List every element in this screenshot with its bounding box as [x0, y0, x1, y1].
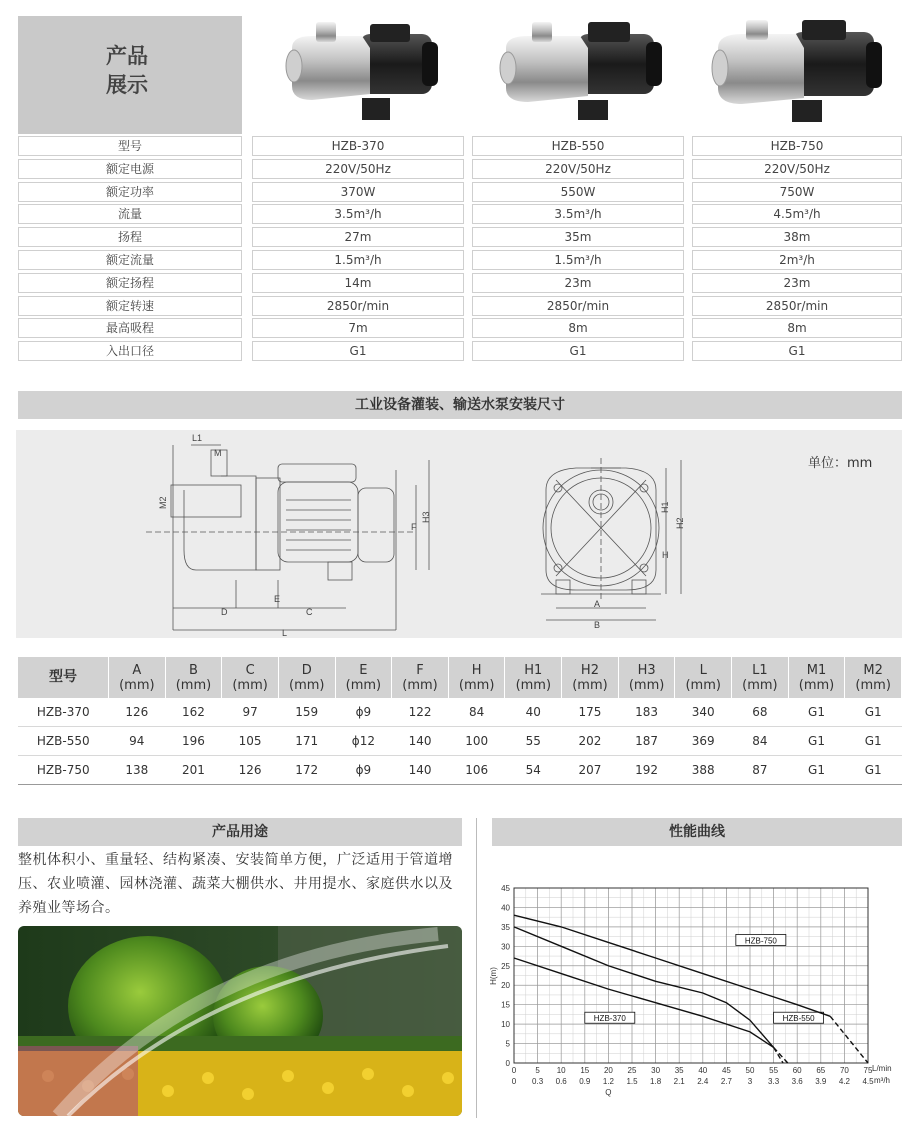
dims-value: 138 [109, 756, 166, 785]
dims-header [788, 657, 845, 698]
y-tick-label: 5 [505, 1039, 510, 1049]
dims-header-name: M2 [863, 662, 883, 678]
spec-row [18, 296, 902, 316]
pump-image-hzb-750 [688, 8, 906, 132]
dims-value: 192 [618, 756, 675, 785]
dims-header [109, 657, 166, 698]
dims-value: 196 [165, 727, 222, 756]
dims-header-unit: (mm) [289, 677, 325, 693]
y-tick-label: 20 [501, 981, 510, 991]
dims-header-name: A [132, 662, 142, 678]
dims-value: G1 [788, 727, 845, 756]
x-tick-label: 55 [769, 1066, 779, 1075]
x-tick-label-secondary: 1.2 [602, 1077, 614, 1086]
spec-value: HZB-550 [472, 136, 684, 156]
dims-header [278, 657, 335, 698]
spec-value: HZB-750 [692, 136, 902, 156]
dims-value: 201 [165, 756, 222, 785]
series-label: HZB-550 [782, 1014, 815, 1024]
dims-header-name: D [301, 662, 312, 678]
dim-label-f: F [411, 522, 417, 532]
dims-header-name: C [245, 662, 255, 678]
x-tick-label-secondary: 3.6 [791, 1077, 803, 1086]
dims-header-name: M1 [806, 662, 827, 678]
x-axis-label: Q [605, 1088, 612, 1097]
dims-header-unit: (mm) [628, 677, 665, 693]
x-tick-label-secondary: 2.7 [720, 1077, 732, 1086]
series-label: HZB-750 [744, 936, 777, 946]
dims-header-name: B [189, 662, 198, 678]
dim-label-b: B [594, 620, 601, 630]
spec-label: 额定扬程 [18, 273, 242, 293]
dims-header-model: 型号 [18, 657, 109, 698]
dims-header-unit: (mm) [855, 677, 891, 693]
dims-row [18, 698, 902, 727]
dims-value: 162 [165, 698, 222, 727]
dims-header-name: F [416, 662, 424, 678]
spec-row [18, 204, 902, 224]
dim-label-h1: H1 [660, 501, 670, 513]
pump-image-hzb-370 [252, 8, 470, 132]
x-tick-label: 20 [603, 1066, 613, 1075]
dim-label-m2: M2 [158, 496, 168, 509]
spec-row [18, 182, 902, 202]
series-label: HZB-370 [593, 1014, 626, 1024]
x-tick-label-secondary: 0.3 [532, 1077, 544, 1086]
dims-value: 340 [675, 698, 732, 727]
dims-header-name: H [471, 662, 482, 678]
x-tick-label: 15 [580, 1066, 590, 1075]
dims-header [335, 657, 392, 698]
dims-header-unit: (mm) [232, 677, 268, 693]
spec-value: 38m [692, 227, 902, 247]
dims-value: 207 [562, 756, 619, 785]
dim-label-d: D [221, 607, 228, 617]
spec-row [18, 227, 902, 247]
spec-value: 2m³/h [692, 250, 902, 270]
y-tick-label: 35 [501, 922, 510, 932]
dims-header-unit: (mm) [119, 677, 155, 693]
dims-header [505, 657, 562, 698]
garden-sprinkler-photo [18, 926, 462, 1116]
x-tick-label: 25 [627, 1066, 637, 1075]
dims-value: G1 [845, 727, 902, 756]
dims-value: 55 [505, 727, 562, 756]
dimension-table [18, 657, 902, 785]
dims-value: 106 [448, 756, 505, 785]
showcase-title [18, 16, 242, 134]
spec-label: 额定转速 [18, 296, 242, 316]
spec-value: 3.5m³/h [472, 204, 684, 224]
x-tick-label-secondary: 3 [747, 1077, 753, 1086]
spec-value: 2850r/min [692, 296, 902, 316]
x-tick-label-secondary: 0 [511, 1077, 517, 1086]
spec-value: 4.5m³/h [692, 204, 902, 224]
dims-value: 388 [675, 756, 732, 785]
x-tick-label-secondary: 2.4 [697, 1077, 709, 1086]
dims-value: 159 [278, 698, 335, 727]
dims-header [165, 657, 222, 698]
x-tick-label-secondary: 0.6 [555, 1077, 567, 1086]
x-tick-label-secondary: 1.5 [626, 1077, 638, 1086]
dims-value: 175 [562, 698, 619, 727]
spec-row [18, 273, 902, 293]
dims-model: HZB-550 [18, 727, 109, 756]
dims-header-unit: (mm) [175, 677, 212, 693]
spec-label: 流量 [18, 204, 242, 224]
x-tick-label: 5 [535, 1066, 540, 1075]
dims-value: 97 [222, 698, 279, 727]
showcase-title-line1: 产品 [106, 44, 148, 68]
dims-value: 126 [109, 698, 166, 727]
x-unit-top: L/min [872, 1064, 892, 1073]
dims-value: 183 [618, 698, 675, 727]
dims-value: 100 [448, 727, 505, 756]
dims-value: G1 [845, 756, 902, 785]
x-tick-label: 35 [674, 1066, 684, 1075]
dim-label-m: M [214, 448, 222, 458]
spec-value: 3.5m³/h [252, 204, 464, 224]
dims-header-unit: (mm) [798, 677, 835, 693]
spec-row [18, 250, 902, 270]
spec-value: G1 [252, 341, 464, 361]
spec-value: 1.5m³/h [252, 250, 464, 270]
y-tick-label: 25 [501, 961, 510, 971]
y-tick-label: 40 [501, 903, 510, 913]
spec-value: 2850r/min [252, 296, 464, 316]
spec-value: 8m [472, 318, 684, 338]
spec-value: 2850r/min [472, 296, 684, 316]
x-tick-label: 10 [556, 1066, 566, 1075]
spec-label: 入出口径 [18, 341, 242, 361]
dims-value: 172 [278, 756, 335, 785]
x-tick-label: 75 [863, 1066, 873, 1075]
dim-label-h: H [662, 550, 669, 560]
dims-header [845, 657, 902, 698]
dims-value: 40 [505, 698, 562, 727]
dims-value: 202 [562, 727, 619, 756]
dim-label-h2: H2 [675, 517, 685, 529]
dims-row [18, 727, 902, 756]
y-tick-label: 10 [501, 1020, 510, 1030]
usage-section-header: 产品用途 [18, 818, 462, 846]
dims-value: 187 [618, 727, 675, 756]
dims-header-unit: (mm) [742, 677, 778, 693]
dim-label-e: E [274, 594, 281, 604]
spec-row [18, 318, 902, 338]
dims-header [448, 657, 505, 698]
performance-section-header: 性能曲线 [492, 818, 902, 846]
x-tick-label: 60 [792, 1066, 802, 1075]
spec-value: 550W [472, 182, 684, 202]
dim-label-h3: H3 [421, 511, 431, 523]
dims-row [18, 756, 902, 785]
dims-header-name: L [699, 662, 707, 678]
spec-label: 额定流量 [18, 250, 242, 270]
spec-value: 220V/50Hz [472, 159, 684, 179]
dims-value: 87 [732, 756, 789, 785]
install-section-header: 工业设备灌装、输送水泵安装尺寸 [18, 391, 902, 419]
dims-value: G1 [845, 698, 902, 727]
dims-value: 140 [392, 727, 449, 756]
dims-header-unit: (mm) [402, 677, 438, 693]
spec-label: 型号 [18, 136, 242, 156]
spec-value: G1 [692, 341, 902, 361]
dims-header [222, 657, 279, 698]
spec-value: 23m [472, 273, 684, 293]
x-tick-label-secondary: 0.9 [579, 1077, 591, 1086]
y-tick-label: 45 [501, 884, 510, 893]
dims-value: 369 [675, 727, 732, 756]
x-tick-label-secondary: 2.1 [673, 1077, 685, 1086]
spec-row [18, 136, 902, 156]
dims-value: 126 [222, 756, 279, 785]
y-tick-label: 15 [501, 1000, 510, 1010]
dims-header [562, 657, 619, 698]
section-divider [476, 818, 477, 1118]
showcase-title-line2: 展示 [106, 73, 148, 97]
spec-label: 额定功率 [18, 182, 242, 202]
dims-value: 94 [109, 727, 166, 756]
dims-value: 84 [732, 727, 789, 756]
x-tick-label-secondary: 3.3 [768, 1077, 780, 1086]
y-tick-label: 30 [501, 942, 510, 952]
x-tick-label: 50 [745, 1066, 755, 1075]
x-tick-label-secondary: 1.8 [650, 1077, 662, 1086]
dims-value: 171 [278, 727, 335, 756]
pump-image-hzb-550 [470, 8, 688, 132]
dims-value: 68 [732, 698, 789, 727]
spec-row [18, 341, 902, 361]
spec-value: G1 [472, 341, 684, 361]
spec-row [18, 159, 902, 179]
spec-value: 23m [692, 273, 902, 293]
spec-value: HZB-370 [252, 136, 464, 156]
spec-value: 35m [472, 227, 684, 247]
x-tick-label-secondary: 4.2 [838, 1077, 850, 1086]
dims-value: 105 [222, 727, 279, 756]
x-tick-label-secondary: 3.9 [815, 1077, 827, 1086]
dim-label-l1: L1 [192, 433, 203, 443]
dims-header-name: H2 [580, 662, 599, 678]
dims-model: HZB-750 [18, 756, 109, 785]
dims-header-name: H3 [637, 662, 656, 678]
spec-value: 370W [252, 182, 464, 202]
x-tick-label: 0 [511, 1066, 517, 1075]
dims-value: 122 [392, 698, 449, 727]
unit-label: 单位：mm [808, 456, 873, 471]
dims-value: ϕ9 [335, 698, 392, 727]
dim-label-a: A [594, 599, 601, 609]
dims-header [618, 657, 675, 698]
dims-header [732, 657, 789, 698]
spec-value: 7m [252, 318, 464, 338]
install-drawing [16, 430, 902, 638]
spec-value: 220V/50Hz [692, 159, 902, 179]
spec-value: 8m [692, 318, 902, 338]
dims-header-unit: (mm) [685, 677, 721, 693]
dims-header-unit: (mm) [458, 677, 495, 693]
dim-label-l: L [282, 628, 288, 638]
dims-value: ϕ12 [335, 727, 392, 756]
x-tick-label: 70 [839, 1066, 849, 1075]
spec-value: 1.5m³/h [472, 250, 684, 270]
x-tick-label: 65 [816, 1066, 826, 1075]
spec-value: 750W [692, 182, 902, 202]
dims-value: ϕ9 [335, 756, 392, 785]
dims-header-unit: (mm) [345, 677, 382, 693]
dims-value: 84 [448, 698, 505, 727]
dims-model: HZB-370 [18, 698, 109, 727]
performance-chart [488, 876, 908, 1106]
spec-label: 最高吸程 [18, 318, 242, 338]
usage-description: 整机体积小、重量轻、结构紧凑、安装简单方便，广泛适用于管道增压、农业喷灌、园林浇灌、蔬菜大棚供水、井用提水、家庭供水以及养殖业等场合。 [18, 852, 453, 916]
dims-header-unit: (mm) [572, 677, 608, 693]
y-axis-label: H(m) [489, 967, 498, 985]
dims-value: 140 [392, 756, 449, 785]
dims-value: G1 [788, 756, 845, 785]
spec-value: 27m [252, 227, 464, 247]
y-tick-label: 0 [505, 1059, 510, 1068]
spec-label: 额定电源 [18, 159, 242, 179]
dim-label-c: C [306, 607, 313, 617]
x-tick-label: 30 [651, 1066, 661, 1075]
x-tick-label: 40 [698, 1066, 708, 1075]
dims-header-name: E [359, 662, 368, 678]
x-tick-label: 45 [721, 1066, 731, 1075]
spec-value: 220V/50Hz [252, 159, 464, 179]
x-unit-bottom: m³/h [874, 1076, 890, 1085]
dims-value: 54 [505, 756, 562, 785]
spec-value: 14m [252, 273, 464, 293]
dims-value: G1 [788, 698, 845, 727]
dims-header-name: H1 [524, 662, 543, 678]
dims-header-name: L1 [752, 662, 768, 678]
x-tick-label-secondary: 4.5 [862, 1077, 874, 1086]
spec-label: 扬程 [18, 227, 242, 247]
dims-header [675, 657, 732, 698]
dims-header-unit: (mm) [515, 677, 552, 693]
dims-header [392, 657, 449, 698]
series-line-tail [830, 1016, 868, 1063]
